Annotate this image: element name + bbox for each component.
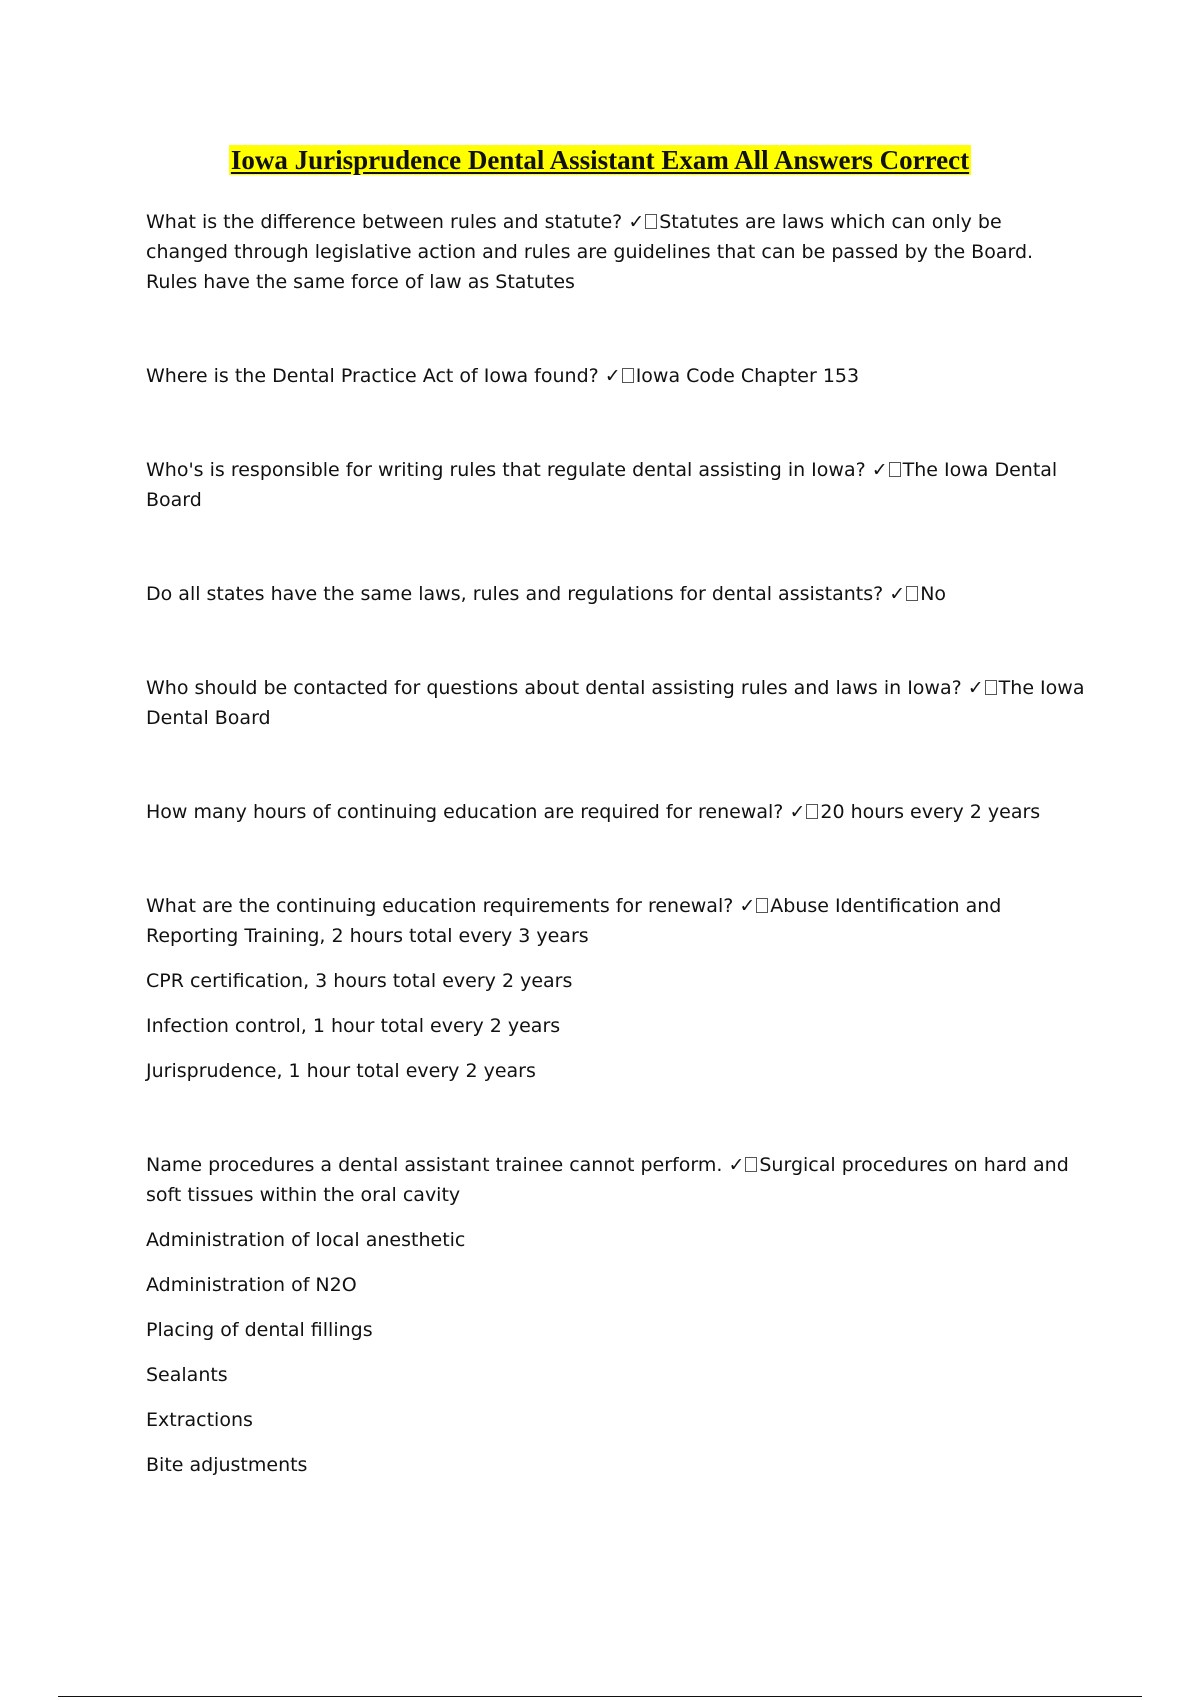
glyph-box-icon	[985, 680, 997, 695]
qa-item	[146, 1150, 1086, 1210]
answer-line: Administration of N2O	[146, 1274, 357, 1296]
check-icon: ✓	[739, 895, 756, 917]
question-text: What are the continuing education requirements for renewal?	[146, 895, 734, 917]
glyph-box-icon	[745, 1157, 757, 1172]
document-title-text: Iowa Jurisprudence Dental Assistant Exam All Answers Correct	[230, 145, 970, 175]
qa-item	[146, 891, 1086, 951]
question-text: Name procedures a dental assistant trainee cannot perform.	[146, 1154, 723, 1176]
answer-text: Surgical procedures on hard and soft tissues within the oral cavity	[146, 1154, 1069, 1206]
answer-text: 20 hours every 2 years	[820, 801, 1041, 823]
answer-line: Bite adjustments	[146, 1454, 308, 1476]
answer-text: The Iowa Dental Board	[146, 459, 1058, 511]
glyph-box-icon	[906, 586, 918, 601]
question-text: Do all states have the same laws, rules and regulations for dental assistants?	[146, 583, 884, 605]
answer-line: Administration of local anesthetic	[146, 1229, 466, 1251]
answer-text: Abuse Identification and Reporting Training, 2 hours total every 3 years	[146, 895, 1002, 947]
answer-line: Extractions	[146, 1409, 253, 1431]
check-icon: ✓	[871, 459, 888, 481]
answer-text: No	[920, 583, 947, 605]
answer-line: Jurisprudence, 1 hour total every 2 years	[146, 1060, 536, 1082]
qa-item	[146, 361, 1086, 391]
question-text: Where is the Dental Practice Act of Iowa found?	[146, 365, 599, 387]
glyph-box-icon	[645, 214, 657, 229]
glyph-box-icon	[622, 368, 634, 383]
check-icon: ✓	[789, 801, 806, 823]
check-icon: ✓	[628, 211, 645, 233]
answer-text: Statutes are laws which can only be changed through legislative action and rules are guidelines that can be passed by the Board. Rules have the same force of law as Statutes	[146, 211, 1034, 293]
answer-line: Sealants	[146, 1364, 228, 1386]
qa-list	[146, 207, 1086, 1480]
question-text: What is the difference between rules and statute?	[146, 211, 623, 233]
answer-text: Iowa Code Chapter 153	[635, 365, 860, 387]
qa-item	[146, 455, 1086, 515]
question-text: Who's is responsible for writing rules that regulate dental assisting in Iowa?	[146, 459, 866, 481]
answer-line: CPR certification, 3 hours total every 2 years	[146, 970, 573, 992]
answer-line: Infection control, 1 hour total every 2 years	[146, 1015, 561, 1037]
answer-text: The Iowa Dental Board	[146, 677, 1085, 729]
qa-item	[146, 797, 1086, 827]
question-text: Who should be contacted for questions about dental assisting rules and laws in Iowa?	[146, 677, 962, 699]
document-title	[0, 143, 1200, 177]
check-icon: ✓	[967, 677, 984, 699]
qa-item	[146, 207, 1086, 297]
qa-item	[146, 579, 1086, 609]
footer-divider	[58, 1696, 1142, 1697]
qa-item	[146, 673, 1086, 733]
question-text: How many hours of continuing education are required for renewal?	[146, 801, 784, 823]
answer-line: Placing of dental fillings	[146, 1319, 373, 1341]
glyph-box-icon	[806, 804, 818, 819]
check-icon: ✓	[604, 365, 621, 387]
glyph-box-icon	[756, 898, 768, 913]
check-icon: ✓	[728, 1154, 745, 1176]
check-icon: ✓	[889, 583, 906, 605]
glyph-box-icon	[889, 462, 901, 477]
